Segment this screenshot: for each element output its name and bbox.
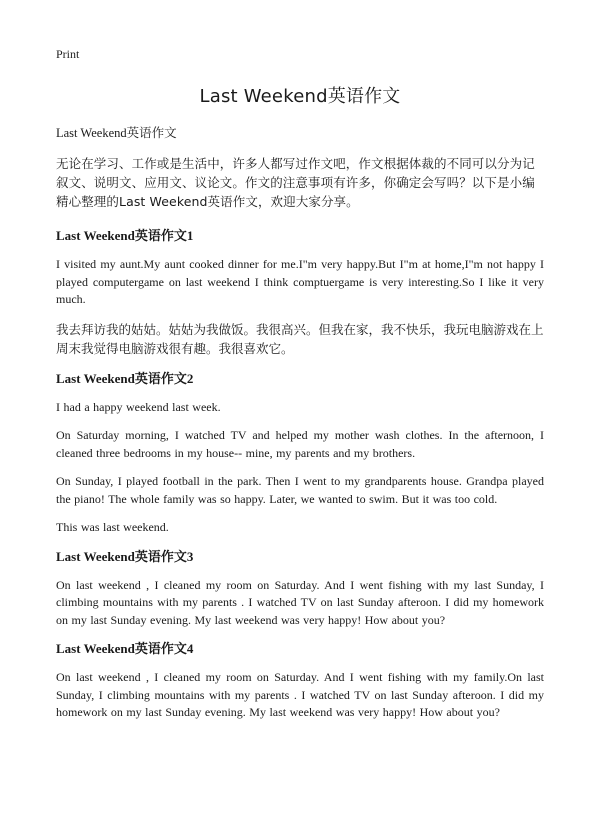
essay-section-1	[56, 227, 544, 358]
intro-paragraph: 无论在学习、工作或是生活中，许多人都写过作文吧，作文根据体裁的不同可以分为记叙文、说明文、应用文、议论文。作文的注意事项有许多，你确定会写吗？以下是小编精心整理的Last Weekend英语作文，欢迎大家分享。	[56, 156, 535, 209]
print-label[interactable]: Print	[56, 47, 80, 61]
essay-section-4	[56, 640, 544, 722]
section-paragraph: On last weekend , I cleaned my room on Saturday. And I went fishing with my last Sunday, I climbing mountains with my parents . I watched TV on last Sunday afteroon. I did my homework on my last Sunday evening. My last weekend was very happy! How about you?	[56, 577, 544, 627]
document-subtitle: Last Weekend英语作文	[56, 126, 177, 140]
section-heading: Last Weekend英语作文2	[56, 370, 194, 386]
section-heading: Last Weekend英语作文1	[56, 228, 194, 243]
section-paragraph: I visited my aunt.My aunt cooked dinner for me.I"m very happy.But I"m at home,I"m not happy I played computergame on last weekend I think comptuergame is very interesting.So I like it very much.	[56, 257, 544, 306]
section-chinese-translation: 我去拜访我的姑姑。姑姑为我做饭。我很高兴。但我在家，我不快乐，我玩电脑游戏在上周末我觉得电脑游戏很有趣。我很喜欢它。	[56, 321, 544, 356]
document-title: Last Weekend英语作文	[199, 86, 401, 107]
essay-section-3	[56, 548, 544, 630]
section-paragraph: On Sunday, I played football in the park. Then I went to my grandparents house. Grandpa played the piano! The whole family was so happy. Later, we wanted to swim. But it was too cold.	[56, 474, 544, 506]
section-paragraph: On last weekend , I cleaned my room on Saturday. And I went fishing with my family.On last Sunday, I climbing mountains with my parents . I watched TV on last Sunday afteroon. I did my homework on my last Sunday evening. My last weekend was very happy! How about you?	[56, 670, 544, 719]
section-heading: Last Weekend英语作文3	[56, 548, 194, 564]
section-heading: Last Weekend英语作文4	[56, 641, 194, 656]
section-paragraph: On Saturday morning, I watched TV and helped my mother wash clothes. In the afternoon, I cleaned three bedrooms in my house-- mine, my parents and my brothers.	[56, 428, 544, 460]
essay-section-2	[56, 370, 544, 537]
section-paragraph: I had a happy weekend last week.	[56, 399, 221, 414]
section-paragraph: This was last weekend.	[56, 520, 169, 534]
